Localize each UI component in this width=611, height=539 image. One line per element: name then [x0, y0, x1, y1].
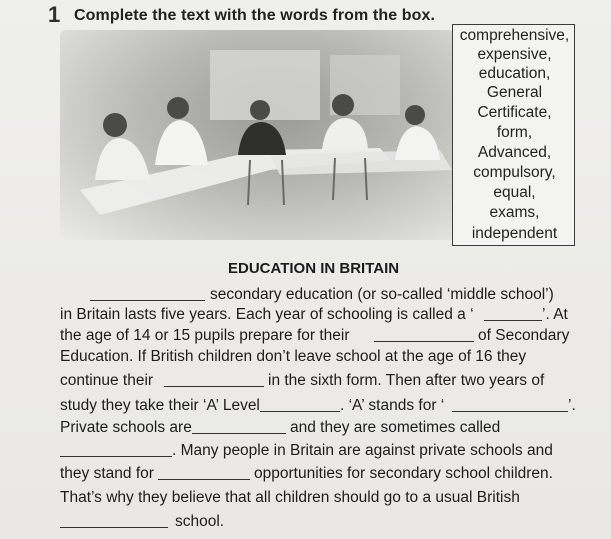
word-form: form, [496, 124, 533, 141]
blank-1[interactable] [90, 300, 205, 301]
passage-text: Private schools are [60, 419, 192, 436]
blank-7[interactable] [192, 433, 286, 434]
word-exams: exams, [489, 204, 540, 221]
passage-text: ’. [568, 397, 576, 414]
exercise-number: 1 [48, 2, 61, 27]
passage-text: Education. If British children don’t leave school at the age of 16 they [60, 348, 527, 365]
word-advanced: Advanced, [477, 144, 552, 161]
passage-text: study they take their ‘A’ Level [60, 397, 260, 414]
passage-text: . ‘A’ stands for ‘ [340, 397, 445, 414]
word-equal: equal, [493, 184, 536, 201]
passage-line [60, 441, 588, 461]
passage-text: school. [175, 513, 225, 530]
passage-text: . Many people in Britain are against private schools and [172, 442, 553, 459]
passage-line [60, 488, 588, 508]
passage-line [60, 326, 588, 346]
blank-4[interactable] [164, 386, 264, 387]
word-certificate: Certificate, [477, 104, 552, 121]
passage-text: opportunities for secondary school children. [254, 465, 553, 482]
passage-text: they stand for [60, 465, 154, 482]
passage-line [60, 418, 588, 438]
word-expensive: expensive, [477, 46, 552, 63]
passage-text: ’. At [542, 306, 568, 323]
blank-5[interactable] [260, 411, 340, 412]
passage-line [60, 512, 588, 532]
passage-line [60, 347, 588, 367]
classroom-photo [60, 30, 455, 240]
blank-3[interactable] [374, 341, 474, 342]
blank-2[interactable] [484, 320, 542, 321]
passage-text: of Secondary [478, 327, 570, 344]
word-comprehensive: comprehensive, [459, 27, 570, 44]
blank-6[interactable] [452, 411, 568, 412]
passage-text: in the sixth form. Then after two years of [268, 372, 545, 389]
passage-heading: EDUCATION IN BRITAIN [228, 260, 400, 277]
blank-8[interactable] [60, 456, 172, 457]
word-box [452, 24, 575, 246]
passage-text: continue their [60, 372, 154, 389]
passage-text: in Britain lasts five years. Each year of schooling is called a ‘ [60, 306, 474, 323]
word-education: education, [478, 65, 551, 82]
word-compulsory: compulsory, [473, 164, 556, 181]
blank-10[interactable] [60, 527, 168, 528]
passage-line [60, 396, 588, 416]
blank-9[interactable] [158, 479, 250, 480]
word-independent: independent [471, 225, 558, 242]
word-general: General [486, 84, 543, 101]
passage-line [60, 464, 588, 484]
passage-line [60, 305, 588, 325]
exercise-instruction: Complete the text with the words from the box. [74, 7, 436, 24]
passage-text: and they are sometimes called [290, 419, 501, 436]
passage-text: secondary education (or so-called ‘middle school’) [210, 286, 554, 303]
passage-line [60, 371, 588, 391]
passage-line [60, 285, 588, 305]
passage-text: the age of 14 or 15 pupils prepare for their [60, 327, 350, 344]
passage-text: That’s why they believe that all children should go to a usual British [60, 489, 520, 506]
